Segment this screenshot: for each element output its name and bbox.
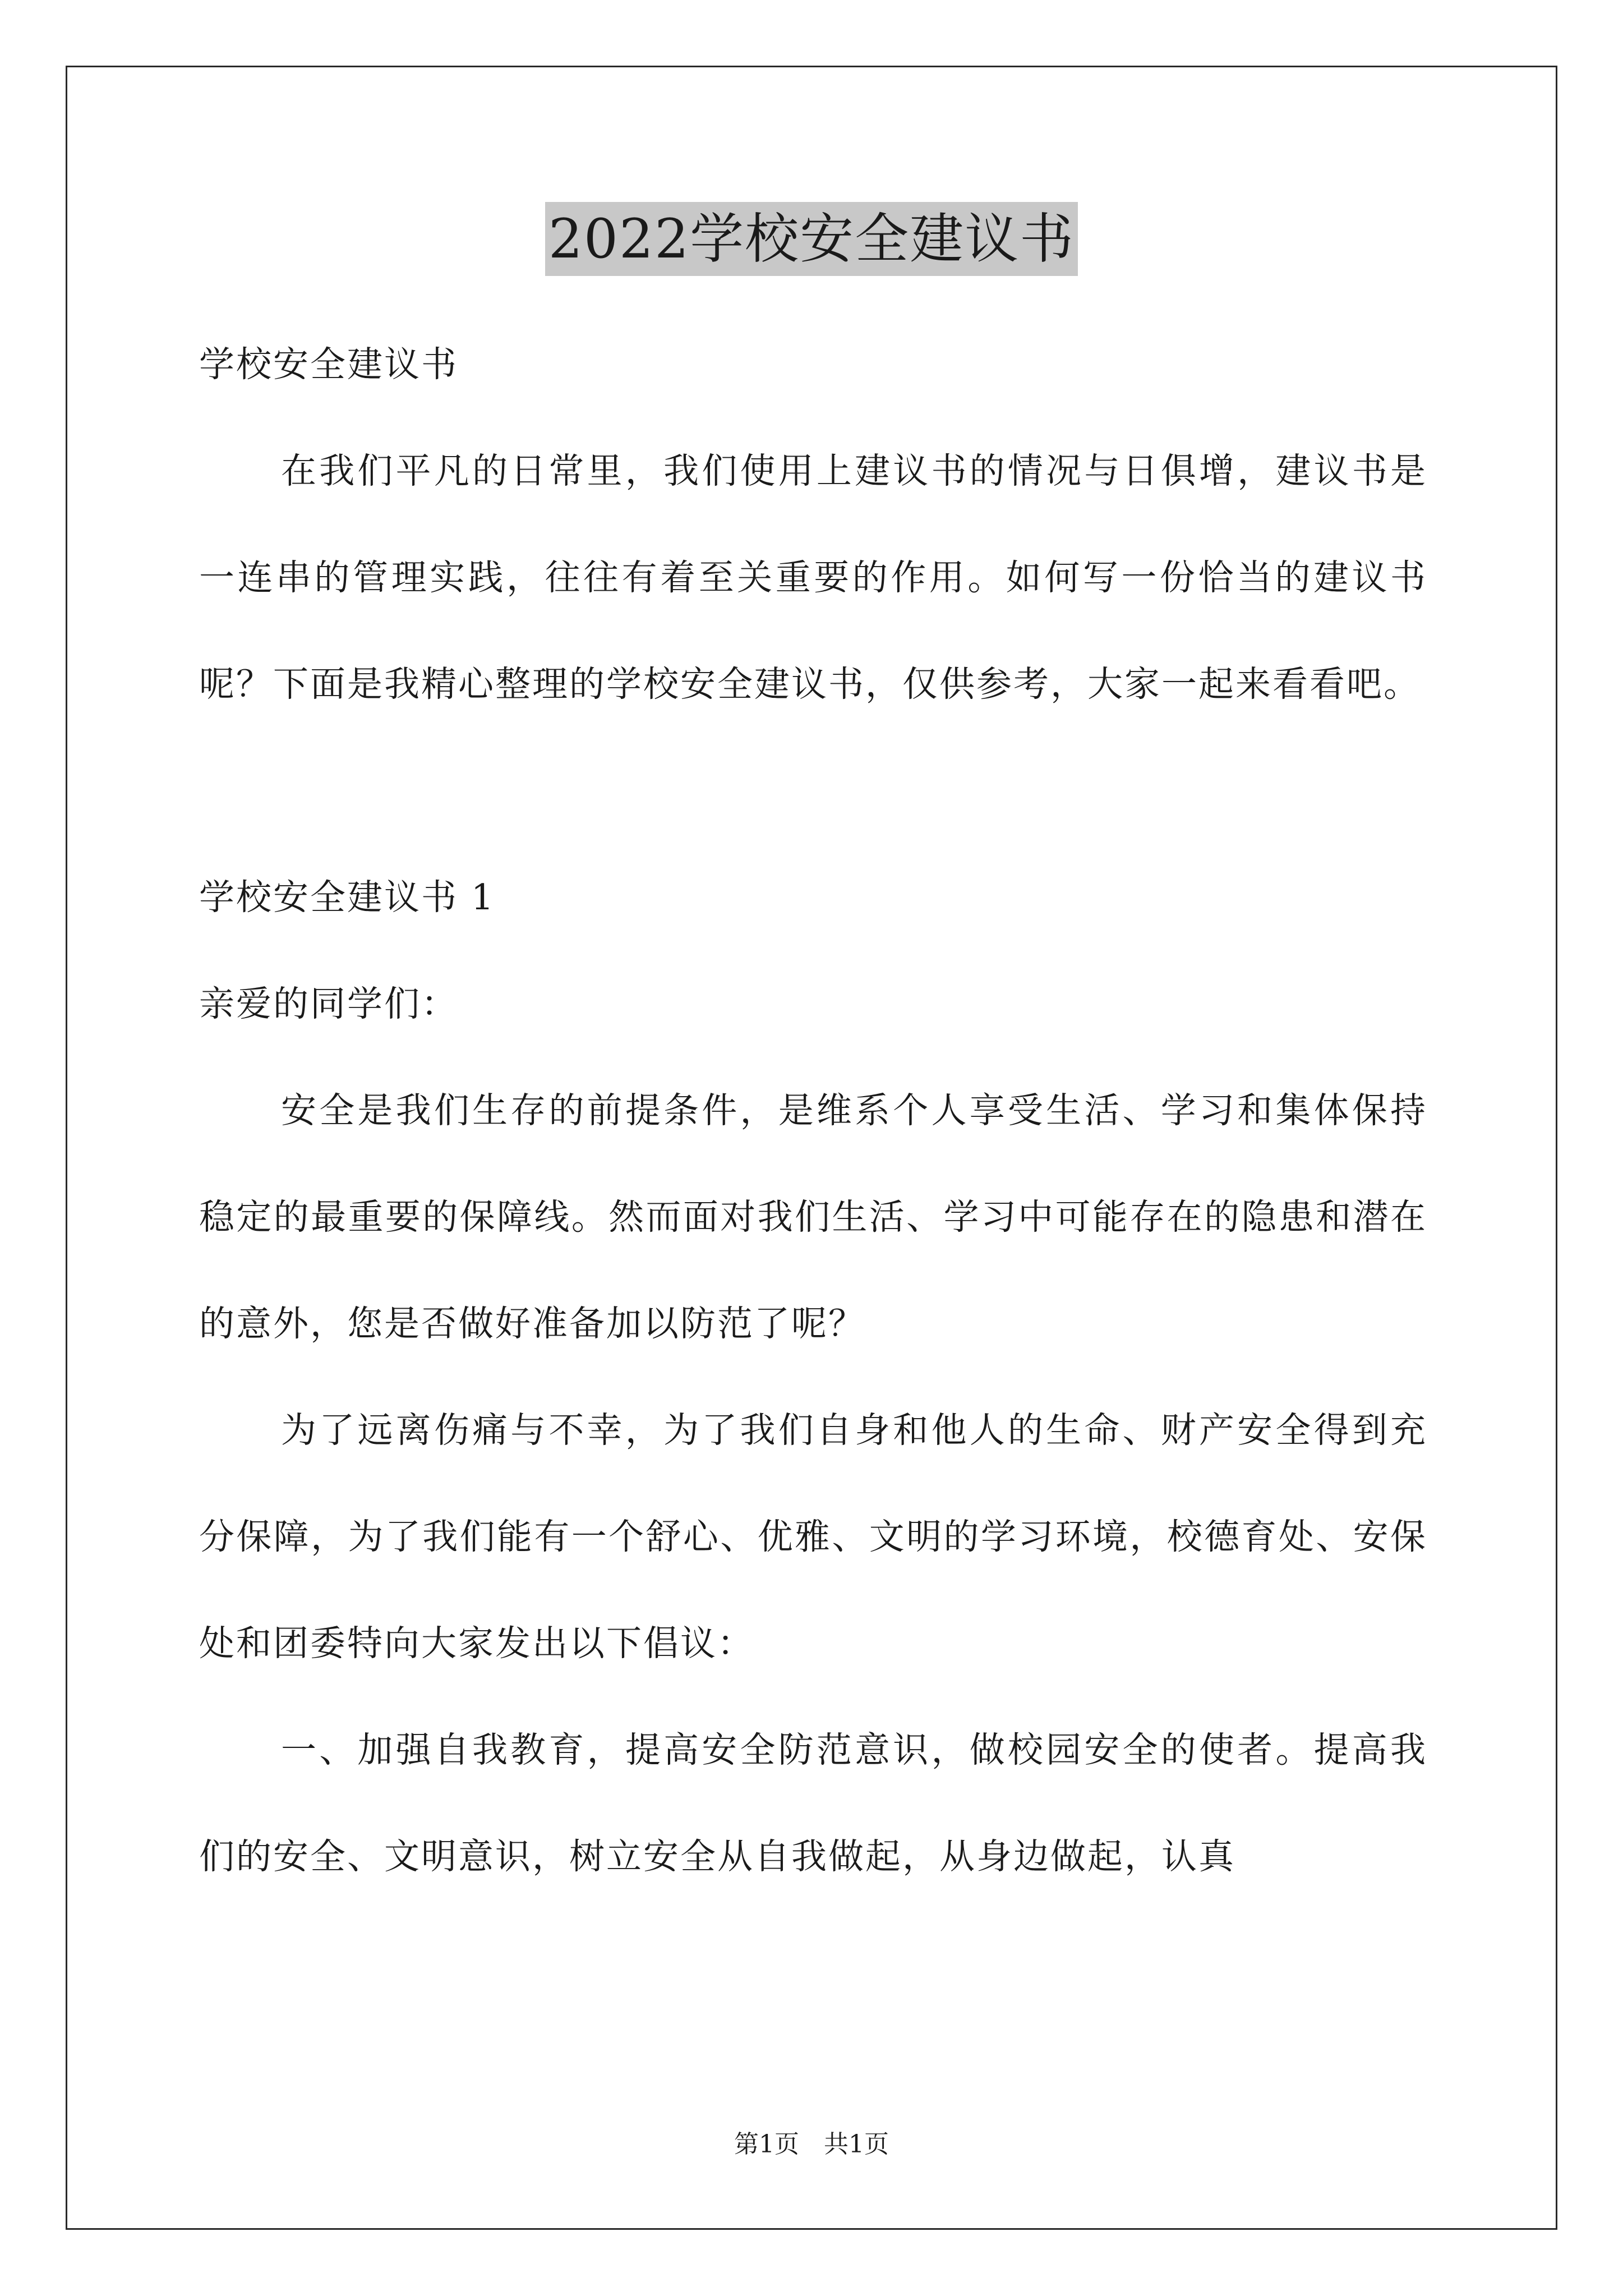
- spacer: [199, 738, 1427, 844]
- page-footer: [0, 2128, 1623, 2161]
- section-heading: 学校安全建议书 1: [199, 877, 496, 918]
- intro-paragraph: 在我们平凡的日常里，我们使用上建议书的情况与日俱增，建议书是一连串的管理实践，往往有着至关重要的作用。如何写一份恰当的建议书呢？下面是我精心整理的学校安全建议书，仅供参考，大家一起来看看吧。: [199, 450, 1427, 705]
- salutation: 亲爱的同学们：: [199, 983, 458, 1024]
- body-paragraph: 为了远离伤痛与不幸，为了我们自身和他人的生命、财产安全得到充分保障，为了我们能有一个舒心、优雅、文明的学习环境，校德育处、安保处和团委特向大家发出以下倡议：: [199, 1410, 1427, 1664]
- page-number-total: 共1页: [824, 2130, 889, 2159]
- document-title: 2022学校安全建议书: [545, 202, 1078, 276]
- page-number-current: 第1页: [734, 2130, 799, 2159]
- document-subtitle: 学校安全建议书: [199, 344, 458, 385]
- document-body: [199, 311, 1427, 1910]
- body-paragraph: 一、加强自我教育，提高安全防范意识，做校园安全的使者。提高我们的安全、文明意识，树立安全从自我做起，从身边做起，认真: [199, 1729, 1427, 1877]
- title-container: [0, 202, 1623, 276]
- body-paragraph: 安全是我们生存的前提条件，是维系个人享受生活、学习和集体保持稳定的最重要的保障线。然而面对我们生活、学习中可能存在的隐患和潜在的意外，您是否做好准备加以防范了呢？: [199, 1090, 1427, 1344]
